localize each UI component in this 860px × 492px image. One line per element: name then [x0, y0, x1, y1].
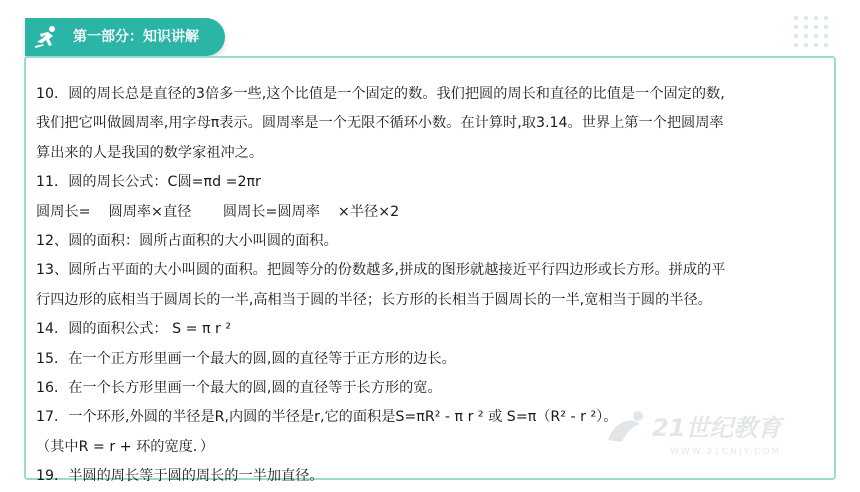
content-line: 11．圆的周长公式：C圆=πd =2πr [36, 174, 261, 191]
content-line: 13、圆所占平面的大小叫圆的面积。把圆等分的份数越多,拼成的图形就越接近平行四边形或长方形。拼成的平 [36, 262, 726, 279]
content-line: 19．半圆的周长等于圆的周长的一半加直径。 [36, 468, 324, 485]
content-line: 行四边形的底相当于圆周长的一半,高相当于圆的半径；长方形的长相当于圆周长的一半,宽相当于圆的半径。 [36, 291, 712, 308]
section-title: 第一部分：知识讲解 [73, 29, 199, 45]
content-line: 圆周长= 圆周率×直径 圆周长=圆周率 ×半径×2 [36, 203, 400, 220]
content-line: （其中R = r + 环的宽度．） [36, 438, 215, 455]
content-line: 10．圆的周长总是直径的3倍多一些,这个比值是一个固定的数。我们把圆的周长和直径的比值是一个固定的数, [36, 86, 725, 102]
watermark-url: WWW.21CNJY.COM [670, 447, 782, 457]
content-line: 算出来的人是我国的数学家祖冲之。 [36, 144, 264, 161]
content-line: 12、圆的面积：圆所占面积的大小叫圆的面积。 [36, 233, 338, 250]
section-header-tab [25, 18, 225, 56]
content-line: 我们把它叫做圆周率,用字母π表示。圆周率是一个无限不循环小数。在计算时,取3.14。世界上第一个把圆周率 [36, 115, 724, 132]
content-line: 16．在一个长方形里画一个最大的圆,圆的直径等于长方形的宽。 [36, 380, 442, 397]
watermark-logo [600, 402, 830, 462]
watermark-text: 21世纪教育 [652, 414, 782, 442]
content-line: 15．在一个正方形里画一个最大的圆,圆的直径等于正方形的边长。 [36, 350, 456, 367]
runner-icon [34, 25, 60, 49]
content-line: 14．圆的面积公式： S = π r ² [36, 321, 232, 338]
decorative-dots [792, 14, 836, 50]
content-line: 17．一个环形,外圆的半径是R,内圆的半径是r,它的面积是S=πR² - π r ² 或 S=π（R² - r ²）。 [36, 409, 618, 426]
